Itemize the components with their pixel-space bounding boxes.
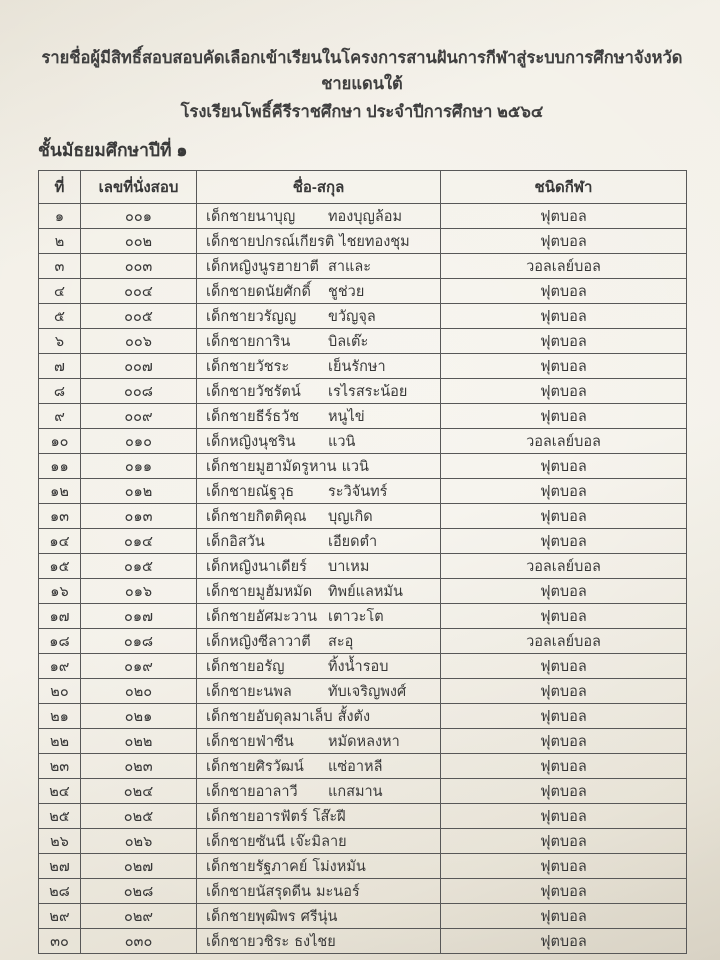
surname-text: โส๊ะฝี [312, 808, 346, 825]
seat-number-cell: ๐๑๗ [81, 604, 197, 629]
seat-number-cell: ๐๑๓ [81, 504, 197, 529]
document-header [38, 46, 686, 128]
name-cell [197, 304, 441, 329]
surname-text: แซ่อาหลี [328, 758, 383, 775]
no-cell: ๓ [39, 254, 81, 279]
first-name-text: เด็กชายมูฮามัดรูหาน [206, 458, 337, 475]
first-name-text: เด็กชายธีร์ธวัช [206, 408, 300, 425]
name-cell [197, 404, 441, 429]
sport-cell: ฟุตบอล [441, 404, 687, 429]
surname-text: แวนิ [328, 433, 356, 450]
name-cell [197, 704, 441, 729]
seat-number-cell: ๐๒๔ [81, 779, 197, 804]
sport-cell: ฟุตบอล [441, 479, 687, 504]
no-cell: ๒๓ [39, 754, 81, 779]
no-cell: ๗ [39, 354, 81, 379]
no-cell: ๑๑ [39, 454, 81, 479]
sport-cell: ฟุตบอล [441, 579, 687, 604]
name-cell [197, 429, 441, 454]
table-row [39, 679, 687, 704]
table-row [39, 879, 687, 904]
table-row [39, 829, 687, 854]
header-no: ที่ [39, 171, 81, 204]
name-cell [197, 579, 441, 604]
seat-number-cell: ๐๐๙ [81, 404, 197, 429]
first-name-text: เด็กชายพุฒิพร [206, 908, 296, 925]
seat-number-cell: ๐๒๗ [81, 854, 197, 879]
surname-text: ธงไชย [294, 933, 336, 950]
surname-text: ทองบุญล้อม [328, 208, 403, 225]
seat-number-cell: ๐๒๐ [81, 679, 197, 704]
first-name-text: เด็กหญิงนุชริน [206, 433, 296, 450]
no-cell: ๒๗ [39, 854, 81, 879]
surname-text: เรไรสระน้อย [328, 383, 408, 400]
no-cell: ๒๑ [39, 704, 81, 729]
no-cell: ๑๓ [39, 504, 81, 529]
first-name-text: เด็กชายณัฐวุธ [206, 483, 295, 500]
sport-cell: ฟุตบอล [441, 879, 687, 904]
table-row [39, 754, 687, 779]
seat-number-cell: ๐๒๘ [81, 879, 197, 904]
name-cell [197, 254, 441, 279]
no-cell: ๘ [39, 379, 81, 404]
table-row [39, 354, 687, 379]
table-row [39, 379, 687, 404]
name-cell [197, 529, 441, 554]
no-cell: ๑๒ [39, 479, 81, 504]
table-row [39, 904, 687, 929]
no-cell: ๒๒ [39, 729, 81, 754]
table-row [39, 254, 687, 279]
sport-cell: วอลเลย์บอล [441, 429, 687, 454]
first-name-text: เด็กชายอาลาวี [206, 783, 298, 800]
table-row [39, 529, 687, 554]
table-row [39, 629, 687, 654]
header-row [39, 171, 687, 204]
first-name-text: เด็กชายศิรวัฒน์ [206, 758, 304, 775]
no-cell: ๕ [39, 304, 81, 329]
first-name-text: เด็กชายฟ่าซีน [206, 733, 294, 750]
sport-cell: ฟุตบอล [441, 229, 687, 254]
header-sport-type: ชนิดกีฬา [441, 171, 687, 204]
sport-cell: ฟุตบอล [441, 379, 687, 404]
sport-cell: ฟุตบอล [441, 604, 687, 629]
table-row [39, 304, 687, 329]
name-cell [197, 279, 441, 304]
first-name-text: เด็กชายอรัญ [206, 658, 285, 675]
name-cell [197, 854, 441, 879]
first-name-text: เด็กชายะนพล [206, 683, 292, 700]
table-row [39, 854, 687, 879]
surname-text: บุญเกิด [328, 508, 373, 525]
name-cell [197, 879, 441, 904]
name-cell [197, 804, 441, 829]
name-cell [197, 829, 441, 854]
no-cell: ๒๔ [39, 779, 81, 804]
sport-cell: ฟุตบอล [441, 929, 687, 954]
surname-text: หนูไข่ [328, 408, 365, 425]
name-cell [197, 604, 441, 629]
sport-cell: ฟุตบอล [441, 529, 687, 554]
first-name-text: เด็กชายมูฮัมหมัด [206, 583, 313, 600]
sport-cell: ฟุตบอล [441, 679, 687, 704]
surname-text: หมัดหลงหา [328, 733, 400, 750]
seat-number-cell: ๐๓๐ [81, 929, 197, 954]
table-row [39, 604, 687, 629]
student-table-header [39, 171, 687, 204]
surname-text: ไชยทองชุม [339, 233, 410, 250]
name-cell [197, 654, 441, 679]
sport-cell: วอลเลย์บอล [441, 254, 687, 279]
surname-text: สะอุ [328, 633, 354, 650]
sport-cell: ฟุตบอล [441, 504, 687, 529]
no-cell: ๓๐ [39, 929, 81, 954]
first-name-text: เด็กชายวรัญญ [206, 308, 297, 325]
surname-text: เจ๊ะมิลาย [290, 833, 347, 850]
no-cell: ๑๕ [39, 554, 81, 579]
name-cell [197, 679, 441, 704]
no-cell: ๑๗ [39, 604, 81, 629]
table-row [39, 329, 687, 354]
first-name-text: เด็กชายรัฐภาคย์ [206, 858, 308, 875]
seat-number-cell: ๐๐๒ [81, 229, 197, 254]
sport-cell: ฟุตบอล [441, 729, 687, 754]
first-name-text: เด็กชายนัสรุดดีน [206, 883, 311, 900]
seat-number-cell: ๐๑๘ [81, 629, 197, 654]
student-table [38, 170, 687, 954]
seat-number-cell: ๐๒๙ [81, 904, 197, 929]
no-cell: ๒ [39, 229, 81, 254]
surname-text: เอียดตำ [328, 533, 378, 550]
surname-text: โม่งหมัน [312, 858, 366, 875]
surname-text: เย็นรักษา [328, 358, 386, 375]
surname-text: บาเหม [328, 558, 370, 575]
first-name-text: เด็กชายกิตติคุณ [206, 508, 307, 525]
surname-text: ระวิจันทร์ [328, 483, 388, 500]
first-name-text: เด็กชายวัชรัตน์ [206, 383, 301, 400]
first-name-text: เด็กหญิงซีลาวาตี [206, 633, 311, 650]
no-cell: ๙ [39, 404, 81, 429]
sport-cell: ฟุตบอล [441, 329, 687, 354]
document-title-line1: รายชื่อผู้มีสิทธิ์สอบสอบคัดเลือกเข้าเรียนในโครงการสานฝันการกีฬาสู่ระบบการศึกษาจังหวัดชายแดนใต้ [41, 49, 683, 93]
name-cell [197, 729, 441, 754]
name-cell [197, 504, 441, 529]
seat-number-cell: ๐๒๓ [81, 754, 197, 779]
name-cell [197, 454, 441, 479]
name-cell [197, 229, 441, 254]
name-cell [197, 754, 441, 779]
seat-number-cell: ๐๑๑ [81, 454, 197, 479]
table-row [39, 479, 687, 504]
table-row [39, 429, 687, 454]
no-cell: ๑๙ [39, 654, 81, 679]
name-cell [197, 329, 441, 354]
table-row [39, 579, 687, 604]
first-name-text: เด็กชายการิน [206, 333, 291, 350]
seat-number-cell: ๐๒๑ [81, 704, 197, 729]
sport-cell: ฟุตบอล [441, 204, 687, 229]
sport-cell: ฟุตบอล [441, 779, 687, 804]
sport-cell: ฟุตบอล [441, 854, 687, 879]
seat-number-cell: ๐๐๓ [81, 254, 197, 279]
no-cell: ๑๐ [39, 429, 81, 454]
first-name-text: เด็กหญิงนาเดียร์ [206, 558, 307, 575]
surname-text: ทับเจริญพงศ์ [328, 683, 407, 700]
seat-number-cell: ๐๐๗ [81, 354, 197, 379]
surname-text: ทิ้งน้ำรอบ [328, 658, 389, 675]
sport-cell: ฟุตบอล [441, 829, 687, 854]
first-name-text: เด็กชายปกรณ์เกียรติ [206, 233, 335, 250]
table-row [39, 779, 687, 804]
no-cell: ๒๖ [39, 829, 81, 854]
surname-text: บิลเต๊ะ [328, 333, 369, 350]
table-row [39, 704, 687, 729]
first-name-text: เด็กชายอัศมะวาน [206, 608, 318, 625]
header-name: ชื่อ-สกุล [197, 171, 441, 204]
no-cell: ๒๕ [39, 804, 81, 829]
seat-number-cell: ๐๐๔ [81, 279, 197, 304]
name-cell [197, 354, 441, 379]
sport-cell: ฟุตบอล [441, 654, 687, 679]
surname-text: แวนิ [341, 458, 369, 475]
first-name-text: เด็กชายอับดุลมาเล็บ [206, 708, 333, 725]
seat-number-cell: ๐๐๖ [81, 329, 197, 354]
seat-number-cell: ๐๐๑ [81, 204, 197, 229]
header-seat-number: เลขที่นั่งสอบ [81, 171, 197, 204]
sport-cell: วอลเลย์บอล [441, 554, 687, 579]
surname-text: ชูช่วย [328, 283, 365, 300]
table-row [39, 404, 687, 429]
table-row [39, 229, 687, 254]
table-row [39, 654, 687, 679]
name-cell [197, 479, 441, 504]
no-cell: ๑๔ [39, 529, 81, 554]
document-title-line2: โรงเรียนโพธิ์คีรีราชศึกษา ประจำปีการศึกษา ๒๕๖๔ [180, 103, 544, 122]
seat-number-cell: ๐๑๐ [81, 429, 197, 454]
no-cell: ๖ [39, 329, 81, 354]
surname-text: สาและ [328, 258, 372, 275]
seat-number-cell: ๐๒๕ [81, 804, 197, 829]
first-name-text: เด็กชายนาบุญ [206, 208, 296, 225]
table-row [39, 279, 687, 304]
sport-cell: ฟุตบอล [441, 754, 687, 779]
sport-cell: ฟุตบอล [441, 454, 687, 479]
surname-text: ทิพย์แลหมัน [328, 583, 403, 600]
surname-text: ศรีนุ่น [300, 908, 338, 925]
sport-cell: ฟุตบอล [441, 704, 687, 729]
first-name-text: เด็กชายดนัยศักดิ์ [206, 283, 311, 300]
no-cell: ๒๙ [39, 904, 81, 929]
surname-text: มะนอร์ [315, 883, 360, 900]
sport-cell: ฟุตบอล [441, 804, 687, 829]
surname-text: แกสมาน [328, 783, 383, 800]
first-name-text: เด็กชายอารฟัตร์ [206, 808, 308, 825]
name-cell [197, 554, 441, 579]
no-cell: ๒๐ [39, 679, 81, 704]
no-cell: ๑ [39, 204, 81, 229]
table-row [39, 204, 687, 229]
no-cell: ๒๘ [39, 879, 81, 904]
seat-number-cell: ๐๑๒ [81, 479, 197, 504]
sport-cell: ฟุตบอล [441, 354, 687, 379]
name-cell [197, 379, 441, 404]
table-row [39, 804, 687, 829]
surname-text: สั้งตัง [337, 708, 371, 725]
sport-cell: ฟุตบอล [441, 304, 687, 329]
seat-number-cell: ๐๑๕ [81, 554, 197, 579]
table-row [39, 454, 687, 479]
first-name-text: เด็กหญิงนูรฮายาตี [206, 258, 319, 275]
seat-number-cell: ๐๑๔ [81, 529, 197, 554]
name-cell [197, 929, 441, 954]
seat-number-cell: ๐๒๖ [81, 829, 197, 854]
first-name-text: เด็กชายวัชระ [206, 358, 290, 375]
surname-text: ขวัญจุล [328, 308, 376, 325]
seat-number-cell: ๐๑๙ [81, 654, 197, 679]
sport-cell: ฟุตบอล [441, 904, 687, 929]
student-table-body [39, 204, 687, 954]
table-row [39, 554, 687, 579]
first-name-text: เด็กชายซันนี [206, 833, 286, 850]
seat-number-cell: ๐๒๒ [81, 729, 197, 754]
name-cell [197, 204, 441, 229]
surname-text: เตาวะโต [328, 608, 384, 625]
no-cell: ๑๘ [39, 629, 81, 654]
seat-number-cell: ๐๐๕ [81, 304, 197, 329]
name-cell [197, 904, 441, 929]
seat-number-cell: ๐๐๘ [81, 379, 197, 404]
table-row [39, 729, 687, 754]
grade-section-heading: ชั้นมัธยมศึกษาปีที่ ๑ [38, 140, 188, 161]
first-name-text: เด็กชายวชิระ [206, 933, 290, 950]
name-cell [197, 779, 441, 804]
name-cell [197, 629, 441, 654]
table-row [39, 504, 687, 529]
sport-cell: วอลเลย์บอล [441, 629, 687, 654]
table-row [39, 929, 687, 954]
first-name-text: เด็กอิสวัน [206, 533, 265, 550]
seat-number-cell: ๐๑๖ [81, 579, 197, 604]
no-cell: ๑๖ [39, 579, 81, 604]
no-cell: ๔ [39, 279, 81, 304]
sport-cell: ฟุตบอล [441, 279, 687, 304]
